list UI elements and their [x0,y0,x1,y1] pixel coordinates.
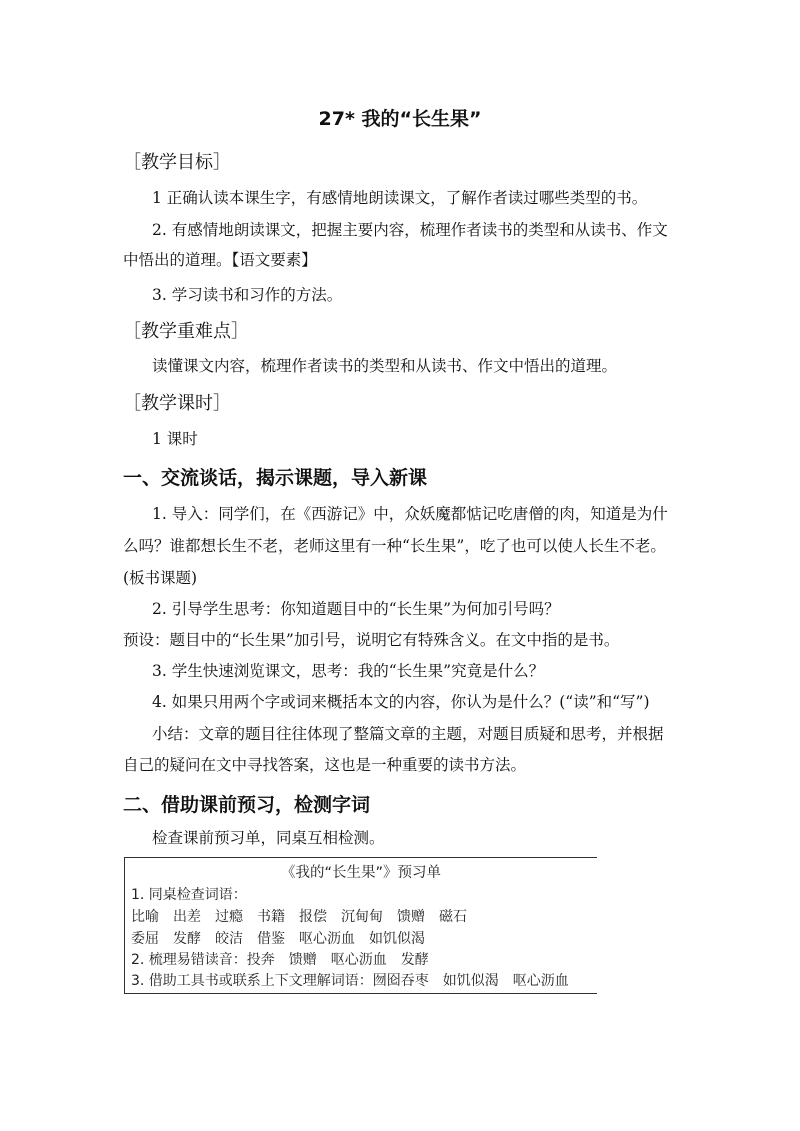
part-1-p1-line-3: (板书课题) [123,569,198,587]
preview-sheet-title: 《我的“长生果”》预习单 [280,865,442,881]
part-1-p2: 2. 引导学生思考：你知道题目中的“长生果”为何加引号吗？ [152,600,560,618]
key-points-heading: ［教学重难点］ [123,321,249,342]
goal-2-line-1: 2. 有感情地朗读课文，把握主要内容，梳理作者读书的类型和从读书、作文 [152,221,668,239]
word-item: 比喻 [131,909,159,925]
word-item: 借鉴 [257,931,285,947]
periods-text: 1 课时 [152,430,198,448]
part-1-p1-line-1: 1. 导入：同学们，在《西游记》中，众妖魔都惦记吃唐僧的肉，知道是为什 [152,505,668,523]
goal-3: 3. 学习读书和习作的方法。 [152,286,343,304]
word-item: 委屈 [131,931,159,947]
word-item: 馈赠 [397,909,425,925]
preview-sheet-item-1-label: 1. 同桌检查词语： [131,887,247,903]
word-item: 过瘾 [215,909,243,925]
part-1-heading: 一、交流谈话，揭示课题，导入新课 [123,467,428,489]
goals-heading: ［教学目标］ [123,152,231,173]
word-item: 报偿 [299,909,327,925]
part-1-p1-line-2: 么吗？谁都想长生不老，老师这里有一种“长生果”，吃了也可以使人长生不老。 [123,537,666,555]
word-item: 磁石 [439,909,467,925]
word-item: 如饥似渴 [369,931,425,947]
goal-1: 1 正确认读本课生字，有感情地朗读课文，了解作者读过哪些类型的书。 [152,189,648,207]
key-points-text: 读懂课文内容，梳理作者读书的类型和从读书、作文中悟出的道理。 [152,357,618,375]
word-item: 沉甸甸 [341,909,383,925]
part-1-summary-line-2: 自己的疑问在文中寻找答案，这也是一种重要的读书方法。 [123,756,527,774]
preview-sheet-item-3: 3. 借助工具书或联系上下文理解词语：囫囵吞枣 如饥似渴 呕心沥血 [131,973,569,989]
part-1-summary-line-1: 小结：文章的题目往往体现了整篇文章的主题，对题目质疑和思考，并根据 [152,725,664,743]
word-item: 发酵 [173,931,201,947]
word-item: 出差 [173,909,201,925]
preview-sheet-word-row-2 [131,928,439,948]
preview-sheet-item-2: 2. 梳理易错读音：投奔 馈赠 呕心沥血 发酵 [131,952,429,968]
periods-heading: ［教学课时］ [123,393,231,414]
word-item: 呕心沥血 [299,931,355,947]
word-item: 皎洁 [215,931,243,947]
part-1-p3: 3. 学生快速浏览课文，思考：我的“长生果”究竟是什么？ [152,662,545,680]
part-2-text: 检查课前预习单，同桌互相检测。 [152,829,385,847]
part-1-p2-preset: 预设：题目中的“长生果”加引号，说明它有特殊含义。在文中指的是书。 [123,631,620,649]
preview-sheet-word-row-1 [131,906,481,926]
preview-sheet-box [124,857,597,994]
document-title: 27* 我的“长生果” [318,108,482,130]
part-2-heading: 二、借助课前预习，检测字词 [123,794,371,816]
part-1-p4: 4. 如果只用两个字或词来概括本文的内容，你认为是什么？(“读”和“写”) [152,693,650,711]
goal-2-line-2: 中悟出的道理。【语文要素】 [123,251,317,269]
word-item: 书籍 [257,909,285,925]
